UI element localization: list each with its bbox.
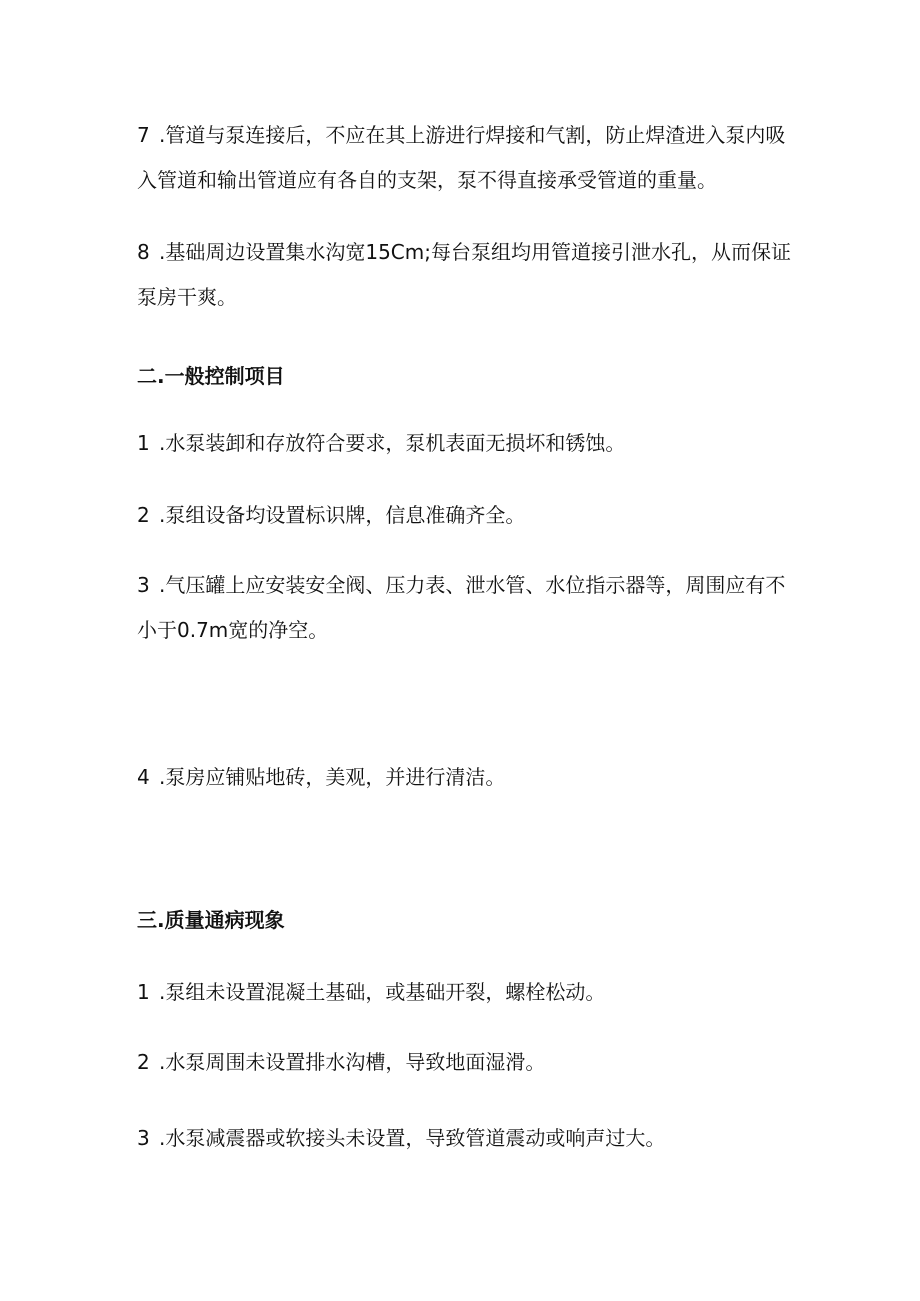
section-heading: 二.一般控制项目 bbox=[137, 364, 285, 388]
item-text: .基础周边设置集水沟宽15Cm;每台泵组均用管道接引泄水孔，从而保证泵房干爽。 bbox=[137, 240, 791, 309]
item-number: 3 bbox=[137, 1126, 150, 1150]
item-text: .泵组设备均设置标识牌，信息准确齐全。 bbox=[159, 503, 526, 527]
item-number: 2 bbox=[137, 503, 150, 527]
list-item bbox=[137, 493, 792, 538]
item-number: 4 bbox=[137, 765, 150, 789]
item-text: .泵房应铺贴地砖，美观，并进行清洁。 bbox=[159, 765, 506, 789]
item-number: 7 bbox=[137, 123, 150, 147]
item-text: .管道与泵连接后，不应在其上游进行焊接和气割，防止焊渣进入泵内吸入管道和输出管道应有各自的支架，泵不得直接承受管道的重量。 bbox=[137, 123, 786, 192]
item-number: 1 bbox=[137, 431, 150, 455]
list-item bbox=[137, 755, 792, 800]
item-number: 2 bbox=[137, 1050, 150, 1074]
item-text: .水泵减震器或软接头未设置，导致管道震动或响声过大。 bbox=[159, 1126, 666, 1150]
list-item bbox=[137, 1040, 792, 1085]
list-item bbox=[137, 563, 792, 653]
list-item bbox=[137, 1116, 792, 1161]
item-text: .泵组未设置混凝土基础，或基础开裂，螺栓松动。 bbox=[159, 980, 606, 1004]
list-item bbox=[137, 113, 792, 203]
item-number: 1 bbox=[137, 980, 150, 1004]
list-item bbox=[137, 421, 792, 466]
item-text: .气压罐上应安装安全阀、压力表、泄水管、水位指示器等，周围应有不小于0.7m宽的净空。 bbox=[137, 573, 786, 642]
list-item bbox=[137, 230, 792, 320]
item-number: 8 bbox=[137, 240, 150, 264]
item-text: .水泵装卸和存放符合要求，泵机表面无损坏和锈蚀。 bbox=[159, 431, 626, 455]
section-heading: 三.质量通病现象 bbox=[137, 908, 285, 932]
item-text: .水泵周围未设置排水沟槽，导致地面湿滑。 bbox=[159, 1050, 546, 1074]
list-item bbox=[137, 970, 792, 1015]
item-number: 3 bbox=[137, 573, 150, 597]
